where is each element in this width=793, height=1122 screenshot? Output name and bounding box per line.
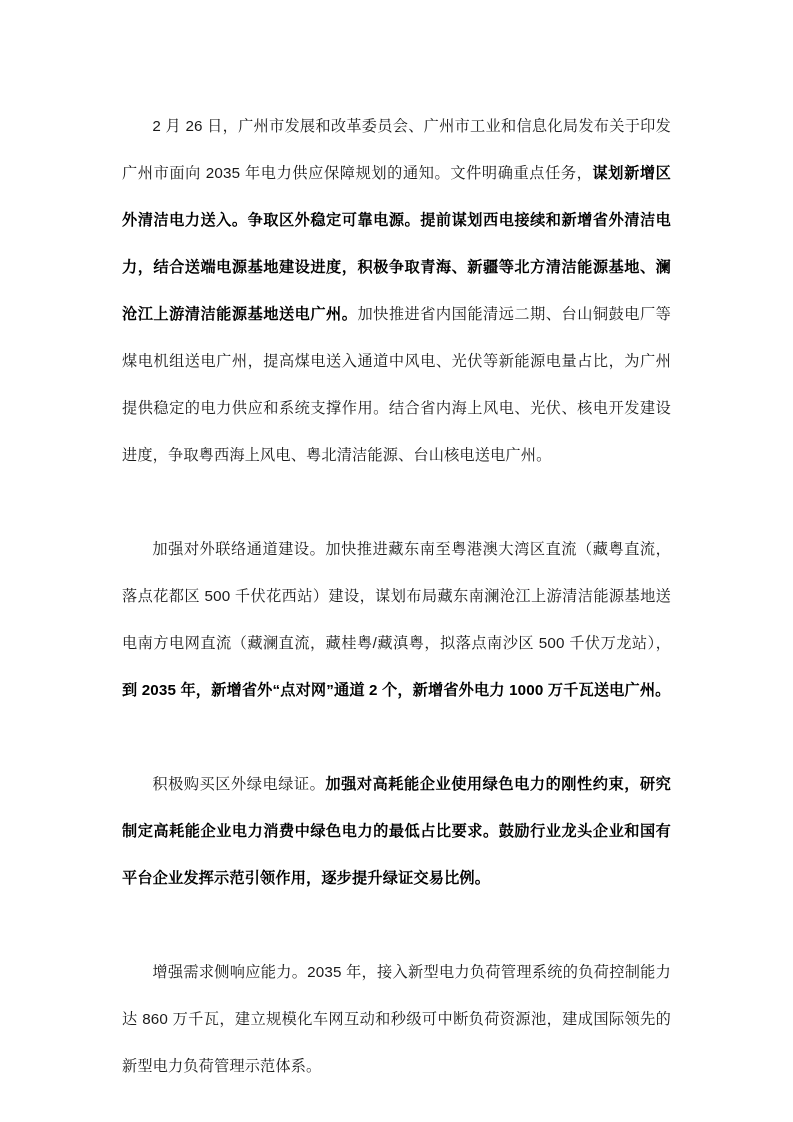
text-run: 加快推进省内国能清远二期、台山铜鼓电厂等煤电机组送电广州，提高煤电送入通道中风电、光伏等新能源电量占比，为广州提供稳定的电力供应和系统支撑作用。结合省内海上风电、光伏、核电开发建设进度，争取粤西海上风电、粤北清洁能源、台山核电送电广州。 (122, 306, 672, 464)
text-run: 增强需求侧响应能力。2035 年，接入新型电力负荷管理系统的负荷控制能力达 860 万千瓦，建立规模化车网互动和秒级可中断负荷资源池，建成国际领先的新型电力负荷管理示范体系。 (122, 964, 671, 1075)
emphasis-run: 到 2035 年，新增省外“点对网”通道 2 个，新增省外电力 1000 万千瓦送电广州。 (122, 682, 671, 699)
emphasis-run: 加强对高耗能企业使用绿色电力的刚性约束，研究制定高耗能企业电力消费中绿色电力的最低占比要求。鼓励行业龙头企业和国有平台企业发挥示范引领作用，逐步提升绿证交易比例。 (122, 776, 671, 887)
emphasis-run: 谋划新增区外清洁电力送入。争取区外稳定可靠电源。提前谋划西电接续和新增省外清洁电力，结合送端电源基地建设进度，积极争取青海、新疆等北方清洁能源基地、澜沧江上游清洁能源基地送电广州。 (122, 165, 671, 323)
paragraph (122, 103, 671, 479)
paragraph (122, 526, 671, 714)
document-body (122, 103, 671, 1090)
text-run: 加强对外联络通道建设。加快推进藏东南至粤港澳大湾区直流（藏粤直流，落点花都区 500 千伏花西站）建设，谋划布局藏东南澜沧江上游清洁能源基地送电南方电网直流（藏澜直流，藏桂粤/藏滇粤，拟落点南沙区 500 千伏万龙站）， (122, 541, 671, 652)
text-run: 积极购买区外绿电绿证。 (152, 776, 326, 793)
paragraph (122, 949, 671, 1090)
text-run: 2 月 26 日，广州市发展和改革委员会、广州市工业和信息化局发布关于印发广州市面向 2035 年电力供应保障规划的通知。文件明确重点任务， (122, 118, 671, 182)
paragraph (122, 761, 671, 902)
